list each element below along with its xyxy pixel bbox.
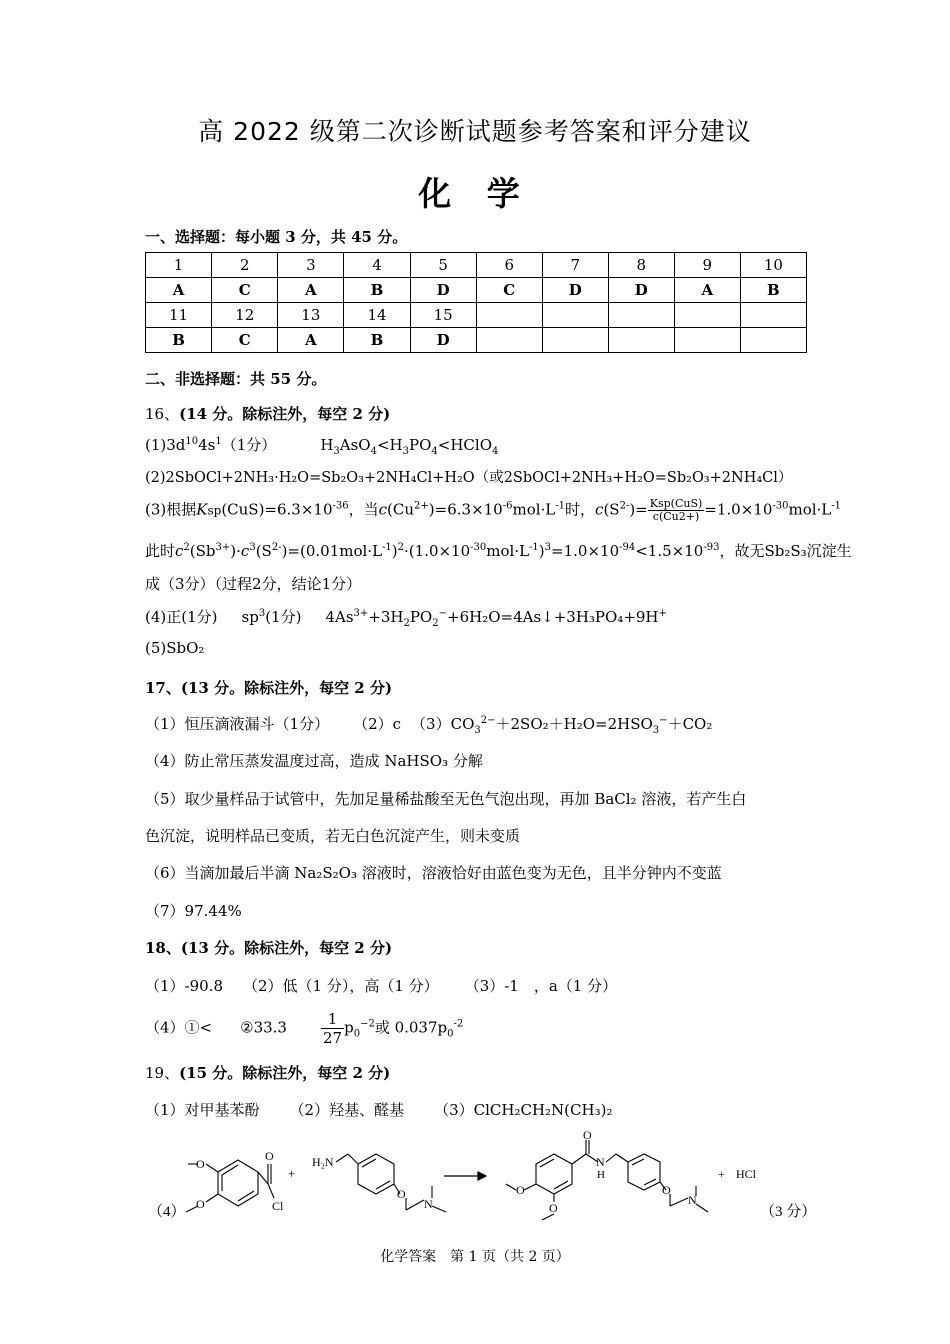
answer-cell: B xyxy=(344,328,410,353)
q19-answer-1: （1）对甲基苯酚 （2）羟基、醛基 （3）ClCH₂CH₂N(CH₃)₂ xyxy=(145,1101,613,1119)
q17-answer-3: （5）取少量样品于试管中，先加足量稀盐酸至无色气泡出现，再加 BaCl₂ 溶液，若产生白 xyxy=(145,790,747,808)
q16-answer-4: 此时$c^2(Sb^{3+})\cdot c^3(S^{2-})=(0.01mol\cdot L^{-1})^2\cdot(1.0\times 10^{-30}mol\cdot L^{-1})^3=1.0\times 10^{-94}<1.5\times 10^{-93}$，故无Sb₂S₃沉淀生 xyxy=(145,542,852,560)
question-number-cell: 5 xyxy=(410,253,476,278)
question-number-cell: 1 xyxy=(146,253,212,278)
q16-answer-7: (5)SbO₂ xyxy=(145,639,205,657)
svg-text:H₂N: H₂N xyxy=(312,1155,334,1169)
svg-text:O: O xyxy=(397,1187,406,1201)
q17-heading: 17、(13 分。除标注外，每空 2 分) xyxy=(145,679,393,697)
q16-heading xyxy=(145,403,390,424)
q16-answer-3: (3)根据$Ksp(CuS)=6.3\times 10^{-36}$，当$c(Cu^{2+})=6.3\times 10^{-6}mol\cdot L^{-1}$时，$c(S^{2-})=$ $\frac{\text{Ksp(CuS)}}{c(Cu2+)}$ $=1.0\times 10^{-30}mol\cdot L^{-1}$ xyxy=(145,497,842,523)
q18-answer-1: （1）-90.8 （2）低（1 分），高（1 分） （3）-1 ，a（1 分） xyxy=(145,977,618,995)
q16-answer-2: (2)2SbOCl+2NH₃·H₂O=Sb₂O₃+2NH₄Cl+H₂O（或2SbOCl+2NH₃+H₂O=Sb₂O₃+2NH₄Cl） xyxy=(145,470,793,486)
q17-answer-5: （6）当滴加最后半滴 Na₂S₂O₃ 溶液时，溶液恰好由蓝色变为无色，且半分钟内不变蓝 xyxy=(145,864,722,882)
q16-answer-6: (4)正(1分) $sp^3(1$分) $4As^{3+}+3H_2PO_2^-+6H_2O=4As↓+3H_3PO_4+9H^+$ xyxy=(145,608,667,629)
answer-cell: A xyxy=(278,328,344,353)
question-number-cell xyxy=(740,303,806,328)
svg-text:O: O xyxy=(662,1183,671,1197)
hcl-label: HCl xyxy=(736,1167,757,1181)
question-number-cell: 3 xyxy=(278,253,344,278)
ksp-fraction: $\frac{\text{Ksp(CuS)}}{c(Cu2+)}$ xyxy=(649,497,703,523)
question-number-cell: 11 xyxy=(146,303,212,328)
product-structure xyxy=(506,1140,708,1220)
q18-scoring: (13 分。除标注外，每空 2 分) xyxy=(180,939,393,957)
q17-answer-4: 色沉淀，说明样品已变质，若无白色沉淀产生，则未变质 xyxy=(145,827,521,845)
svg-text:Cl: Cl xyxy=(272,1199,284,1213)
q16-answer-1: $(1)3d^{10}4s^1(1$分） $H_3AsO_4<H_3PO_4<HClO_4$ xyxy=(145,436,499,457)
question-number-cell: 2 xyxy=(212,253,278,278)
page-title: 高 2022 级第二次诊断试题参考答案和评分建议 xyxy=(198,117,752,146)
question-number-row xyxy=(146,253,807,278)
answer-cell xyxy=(476,328,542,353)
q16-answer-5: 成（3分）（过程2分，结论1分） xyxy=(145,575,362,593)
q19-part4-label: （4） xyxy=(148,1204,186,1220)
answer-cell: D xyxy=(410,278,476,303)
answer-cell xyxy=(542,328,608,353)
answer-row xyxy=(146,278,807,303)
part2-heading: 二、非选择题：共 55 分。 xyxy=(145,370,327,388)
svg-text:N: N xyxy=(688,1193,697,1207)
answer-row xyxy=(146,328,807,353)
svg-text:H: H xyxy=(597,1169,605,1181)
q18-answer-2: （4）①< ②33.3 $\frac{1}{27}$ $p_0^{-2}$或 $0.037p_0^{-2}$ xyxy=(145,1010,464,1047)
q19-scoring: (15 分。除标注外，每空 2 分) xyxy=(179,1064,391,1082)
answer-cell: C xyxy=(212,328,278,353)
answer-cell: D xyxy=(608,278,674,303)
answer-cell: A xyxy=(278,278,344,303)
answer-cell xyxy=(740,328,806,353)
svg-text:O: O xyxy=(196,1197,205,1211)
answer-cell: B xyxy=(146,328,212,353)
page-footer: 化学答案 第 1 页（共 2 页） xyxy=(380,1249,570,1265)
q18-heading: 18、(13 分。除标注外，每空 2 分) xyxy=(145,939,393,957)
plus-sign-1: + xyxy=(288,1166,296,1181)
answer-cell: B xyxy=(740,278,806,303)
question-number-cell: 15 xyxy=(410,303,476,328)
question-number-cell: 14 xyxy=(344,303,410,328)
reaction-arrow xyxy=(444,1172,486,1180)
answer-cell: D xyxy=(410,328,476,353)
answer-table xyxy=(145,252,807,353)
plus-sign-2: + xyxy=(718,1167,725,1181)
q16-scoring: (14 分。除标注外，每空 2 分) xyxy=(179,405,391,423)
question-number-cell xyxy=(542,303,608,328)
question-number-cell xyxy=(674,303,740,328)
answer-cell: B xyxy=(344,278,410,303)
answer-cell: A xyxy=(146,278,212,303)
svg-text:O: O xyxy=(549,1201,558,1215)
question-number-cell: 4 xyxy=(344,253,410,278)
q19-heading: 19、(15 分。除标注外，每空 2 分) xyxy=(145,1064,391,1082)
question-number-cell: 10 xyxy=(740,253,806,278)
svg-text:N: N xyxy=(596,1155,605,1169)
svg-text:N: N xyxy=(424,1197,433,1211)
question-number-cell: 7 xyxy=(542,253,608,278)
answer-cell xyxy=(674,328,740,353)
answer-cell: D xyxy=(542,278,608,303)
subject-title: 化 学 xyxy=(418,174,532,213)
answer-cell: A xyxy=(674,278,740,303)
svg-text:O: O xyxy=(196,1157,205,1171)
part1-heading: 一、选择题：每小题 3 分，共 45 分。 xyxy=(145,228,408,246)
svg-text:O: O xyxy=(516,1183,525,1197)
fraction-1-27: $\frac{1}{27}$ xyxy=(322,1010,343,1047)
question-number-cell xyxy=(608,303,674,328)
q16-number: 16、 xyxy=(145,405,180,423)
question-number-cell: 6 xyxy=(476,253,542,278)
answer-cell xyxy=(608,328,674,353)
question-number-cell xyxy=(476,303,542,328)
question-number-cell: 9 xyxy=(674,253,740,278)
q19-score: （3 分） xyxy=(760,1204,817,1220)
question-number-row xyxy=(146,303,807,328)
svg-text:O: O xyxy=(265,1149,274,1163)
reaction-scheme xyxy=(140,1128,820,1230)
svg-text:O: O xyxy=(583,1128,592,1142)
question-number-cell: 12 xyxy=(212,303,278,328)
q17-answer-6: （7）97.44% xyxy=(145,902,242,920)
answer-cell: C xyxy=(476,278,542,303)
q17-scoring: (13 分。除标注外，每空 2 分) xyxy=(180,679,393,697)
question-number-cell: 13 xyxy=(278,303,344,328)
question-number-cell: 8 xyxy=(608,253,674,278)
answer-cell: C xyxy=(212,278,278,303)
q17-answer-1: （1）恒压滴液漏斗（1分） （2）c $(3)CO_3^{2-}+2SO_2+H_2O=2HSO_3^-+CO_2$ xyxy=(145,715,713,736)
q17-answer-2: （4）防止常压蒸发温度过高，造成 NaHSO₃ 分解 xyxy=(145,752,483,770)
